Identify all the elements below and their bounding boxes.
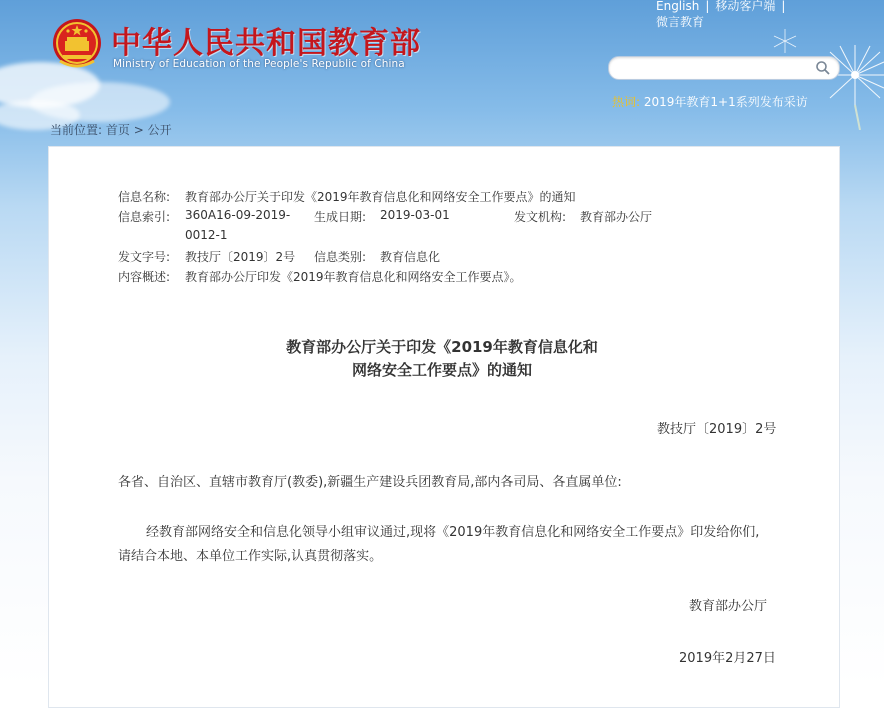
meta-name-value: 教育部办公厅关于印发《2019年教育信息化和网络安全工作要点》的通知 [185,190,576,204]
meta-index-value: 360A16-09-2019- [185,208,291,222]
document-recipients: 各省、自治区、直辖市教育厅(教委),新疆生产建设兵团教育局,部内各司局、各直属单位: [118,475,622,490]
hot-words-link[interactable]: 2019年教育1+1系列发布采访 [643,95,808,109]
hot-words [612,93,808,110]
document-title-cont: 网络安全工作要点》的通知 [351,361,532,379]
meta-index-label: 信息索引: [118,210,171,224]
document-number: 教技厅〔2019〕2号 [657,422,777,437]
link-separator: | [705,0,710,13]
meta-date-value: 2019-03-01 [380,208,450,222]
meta-category-label: 信息类别: [314,250,367,264]
weibo-link[interactable]: 微言教育 [656,15,705,29]
meta-org-label: 发文机构: [514,210,567,224]
meta-index-value-cont: 0012-1 [185,228,228,242]
breadcrumb-prefix: 当前位置: [50,123,103,137]
meta-summary-label: 内容概述: [118,270,171,284]
top-links [656,0,791,14]
meta-category-value: 教育信息化 [380,250,441,264]
document-title: 教育部办公厅关于印发《2019年教育信息化和 [286,338,598,356]
breadcrumb-public-link[interactable]: 公开 [147,123,172,137]
meta-date-label: 生成日期: [314,210,367,224]
search-input[interactable] [619,59,813,77]
breadcrumb-home-link[interactable]: 首页 [105,123,130,137]
document-paragraph: 经教育部网络安全和信息化领导小组审议通过,现将《2019年教育信息化和网络安全工作要点》印发给你们, [146,525,760,540]
breadcrumb [50,121,172,138]
document-paragraph-cont: 请结合本地、本单位工作实际,认真贯彻落实。 [118,549,383,564]
search-box [608,56,840,80]
english-link[interactable]: English [656,0,700,13]
link-separator: | [781,0,786,13]
search-icon[interactable] [815,60,831,76]
meta-docno-label: 发文字号: [118,250,171,264]
meta-summary-value: 教育部办公厅印发《2019年教育信息化和网络安全工作要点》。 [185,270,522,284]
breadcrumb-separator: > [133,123,144,137]
dandelion-seed-decoration [772,28,798,54]
dandelion-decoration [820,40,884,130]
site-subtitle: Ministry of Education of the People's Republic of China [113,58,405,70]
site-title[interactable]: 中华人民共和国教育部 [111,26,421,61]
meta-docno-value: 教技厅〔2019〕2号 [185,250,296,264]
hot-words-label: 热词: [612,95,641,109]
document-signature: 教育部办公厅 [689,599,768,614]
document-date: 2019年2月27日 [679,651,776,666]
meta-org-value: 教育部办公厅 [580,210,653,224]
national-emblem-logo [52,17,102,71]
mobile-client-link[interactable]: 移动客户端 [715,0,776,13]
meta-name-label: 信息名称: [118,190,171,204]
